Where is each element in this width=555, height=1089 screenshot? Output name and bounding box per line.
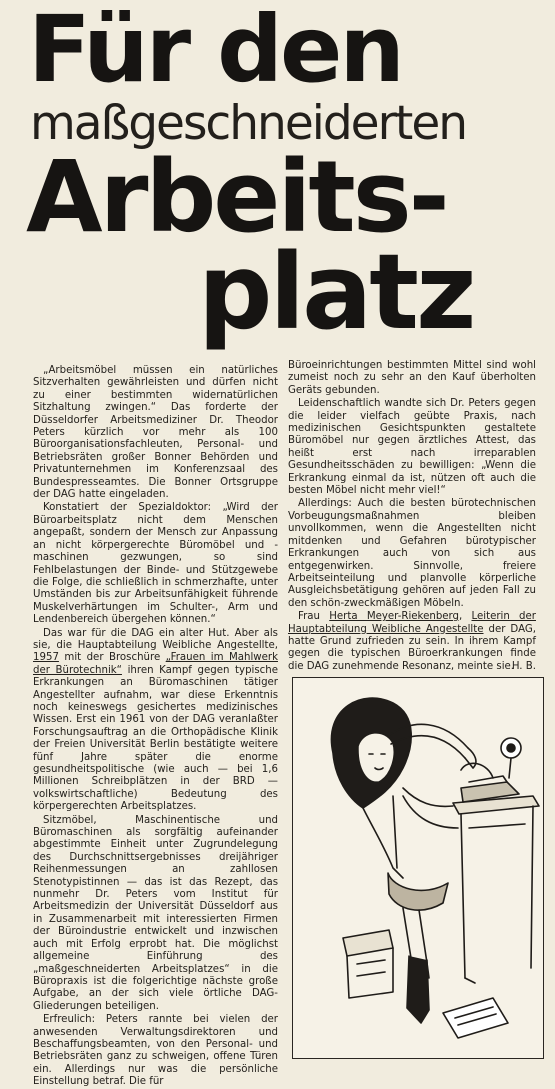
headline-line-2: maßgeschneiderten <box>30 96 467 151</box>
text-run: Frau <box>298 611 330 623</box>
paragraph: Allerdings: Auch die besten bürotechnischen Vorbeugungsmaßnahmen bleiben unvollkommen, wenn die Angestellten nicht mitdenken und Gefahren bürotypischer Erkrankungen auch von sich aus entgegenwirken. Sinnvolle, freiere Arbeitseinteilung und planvolle körperliche Ausgleichsbetätigung gehören auf jeden Fall zu den schön-zweckmäßigen Möbeln. <box>288 498 536 609</box>
paragraph: „Arbeitsmöbel müssen ein natürliches Sitzverhalten gewährleisten und dürfen nicht zu einer bestimmten widernatürlichen Sitzhaltung zwingen.“ Das forderte der Düsseldorfer Arbeitsmediziner Dr. Theodor Peters kürzlich vor mehr als 100 Büroorganisationsfachleuten, Personal- und Betriebsräten großer Bonner Behörden und Privatunternehmen im Konferenzsaal des Bundespresseamtes. Die Bonner Ortsgruppe der DAG hatte eingeladen. <box>33 365 278 501</box>
headline-line-3: Arbeits- <box>26 140 447 255</box>
paragraph: Sitzmöbel, Maschinentische und Büromaschinen als sorgfältig aufeinander abgestimmte Einheit unter Zugrundelegung des Durchschnittsergebnisses dreijähriger Reihenmessungen an zahllosen Stenotypistinnen — das ist das Rezept, das nunmehr Dr. Peters vom Institut für Arbeitsmedizin der Universität Düsseldorf aus in Zusammenarbeit mit interessierten Firmen der Büroindustrie entwickelt und inzwischen auch mit Erfolg erprobt hat. Die möglichst allgemeine Einführung des „maßgeschneiderten Arbeitsplatzes“ in die Büropraxis ist die folgerichtige nächste große Aufgabe, an der sich viele örtliche DAG-Gliederungen beteiligen. <box>33 814 278 1012</box>
person-name: Herta Meyer-Riekenberg <box>329 611 460 623</box>
text-run: , <box>459 611 472 623</box>
headline <box>0 0 555 353</box>
paragraph: Konstatiert der Spezialdoktor: „Wird der Büroarbeitsplatz nicht dem Menschen angepaßt, sondern der Mensch zur Anpassung an nicht körpergerechte Büromöbel und -maschinen gezwungen, so sind Fehlbelastungen der Binde- und Stützgewebe die Folge, die schließlich in schmerzhafte, unter Umständen bis zur Arbeitsunfähigkeit führende Muskelverhärtungen im Schulter-, Arm und Lendenbereich übergehen können.“ <box>33 502 278 626</box>
text-run: der DAG, hatte Grund zufrieden zu sein. In ihrem Kampf gegen die typischen Büroerkrankungen finde die DAG zunehmende Resonanz, meinte sie. <box>288 623 536 672</box>
paragraph: Erfreulich: Peters rannte bei vielen der anwesenden Verwaltungsdirektoren und Beschaffungsbeamten, von den Personal- und Betriebsräten ganz zu schweigen, offene Türen ein. Allerdings nur was die persönliche Einstellung betraf. Die für <box>33 1014 278 1088</box>
text-run: ihren Kampf gegen typische Erkrankungen an Büromaschinen tätiger Angestellter aufnahm, war diese Erkenntnis noch keineswegs gesichertes medizinisches Wissen. Erst ein 1961 von der DAG veranlaßter Forschungsauftrag an die Orthopädische Klinik der Freien Universität Berlin bestätigte weitere fünf Jahre später die enorme gesundheitspolitische (wie auch — bei 1,6 Millionen Schreibplätzen in der BRD — volkswirtschaftliche) Bedeutung des körpergerechten Arbeitsplatzes. <box>33 664 278 813</box>
headline-line-4: platz <box>198 231 474 353</box>
author-signature: H. B. <box>511 660 536 672</box>
illustration-woman-at-typewriter <box>292 677 544 1059</box>
text-run: Das war für die DAG ein alter Hut. Aber als sie, die Hauptabteilung Weibliche Angestellte, <box>33 627 278 651</box>
woman-at-typewriter-drawing-icon <box>293 678 543 1058</box>
paragraph: Leidenschaftlich wandte sich Dr. Peters gegen die leider vielfach geübte Praxis, nach medizinischen Gesichtspunkten gestaltete Büromöbel nur gegen ärztliches Attest, das heißt erst nach irreparablen Gesundheitsschäden zu bewilligen: „Wenn die Erkrankung einmal da ist, nützen oft auch die besten Möbel nicht mehr viel!“ <box>288 398 536 497</box>
text-run: mit der Broschüre <box>58 652 166 664</box>
article-column-left <box>33 365 278 1089</box>
headline-line-1: Für den <box>28 0 402 103</box>
paragraph <box>288 611 536 673</box>
person-role: Leiterin der Hauptabteilung Weibliche Angestellte <box>288 611 536 635</box>
brochure-title: „Frauen im Mahlwerk der Bürotechnik“ <box>33 652 278 676</box>
paragraph: Büroeinrichtungen bestimmten Mittel sind wohl zumeist noch zu sehr an den Kauf überholten Geräts gebunden. <box>288 360 536 396</box>
article-column-right <box>288 360 536 673</box>
paragraph <box>33 628 278 814</box>
year-underlined: 1957 <box>33 652 59 664</box>
